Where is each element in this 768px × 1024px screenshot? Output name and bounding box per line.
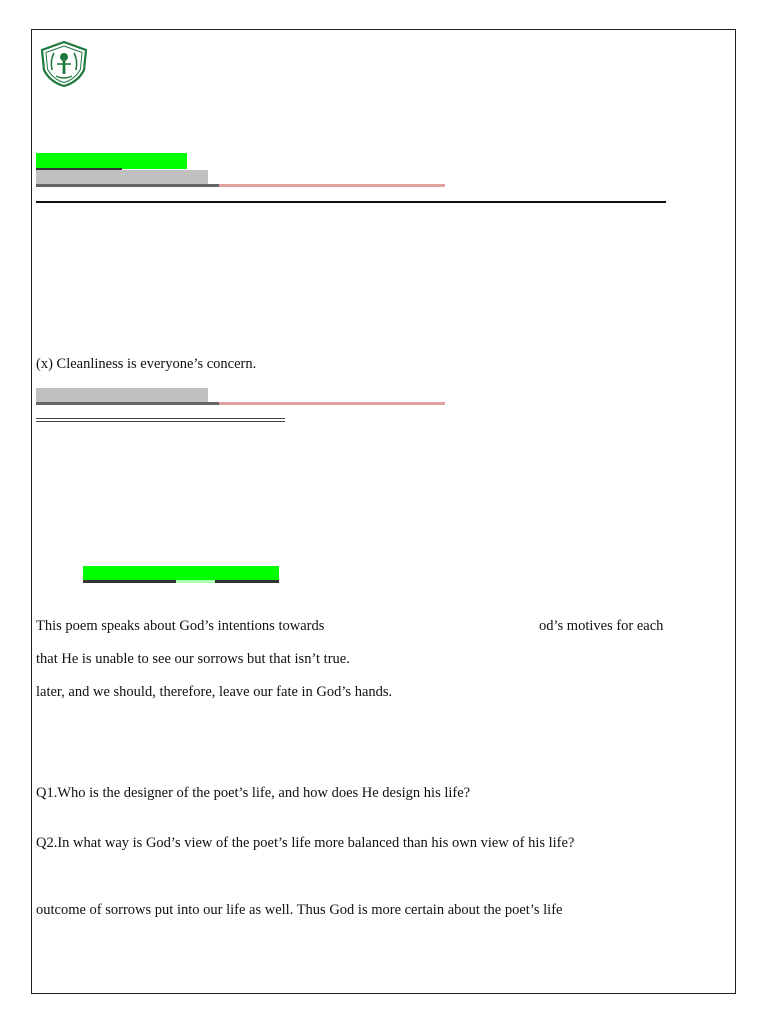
redaction-line [215, 580, 279, 583]
redaction-underline-pink [219, 184, 445, 187]
redaction-line [83, 580, 176, 583]
poem-line-3: later, and we should, therefore, leave our fate in God’s hands. [36, 684, 393, 700]
double-rule [36, 418, 285, 419]
heading-highlight-green [83, 566, 279, 580]
horizontal-rule [36, 201, 666, 203]
poem-line-2: that He is unable to see our sorrows but that isn’t true. [36, 651, 350, 667]
highlight-green-block [36, 153, 187, 169]
question-2: Q2.In what way is God’s view of the poet’s life more balanced than his own view of his life? [36, 835, 575, 851]
highlight-gray-block [36, 388, 208, 402]
answer-outcome: outcome of sorrows put into our life as well. Thus God is more certain about the poet’s life [36, 902, 563, 918]
line-cleanliness: (x) Cleanliness is everyone’s concern. [36, 356, 257, 372]
redaction-line [36, 402, 219, 405]
question-1: Q1.Who is the designer of the poet’s life, and how does He design his life? [36, 785, 471, 801]
highlight-gray-block [36, 170, 208, 184]
redaction-line-light [176, 580, 215, 583]
redaction-line [36, 184, 219, 187]
poem-line-1a: This poem speaks about God’s intentions towards [36, 618, 325, 634]
redaction-underline-pink [219, 402, 445, 405]
poem-line-1b: od’s motives for each [539, 618, 664, 634]
school-emblem-icon [38, 40, 90, 88]
double-rule [36, 421, 285, 422]
